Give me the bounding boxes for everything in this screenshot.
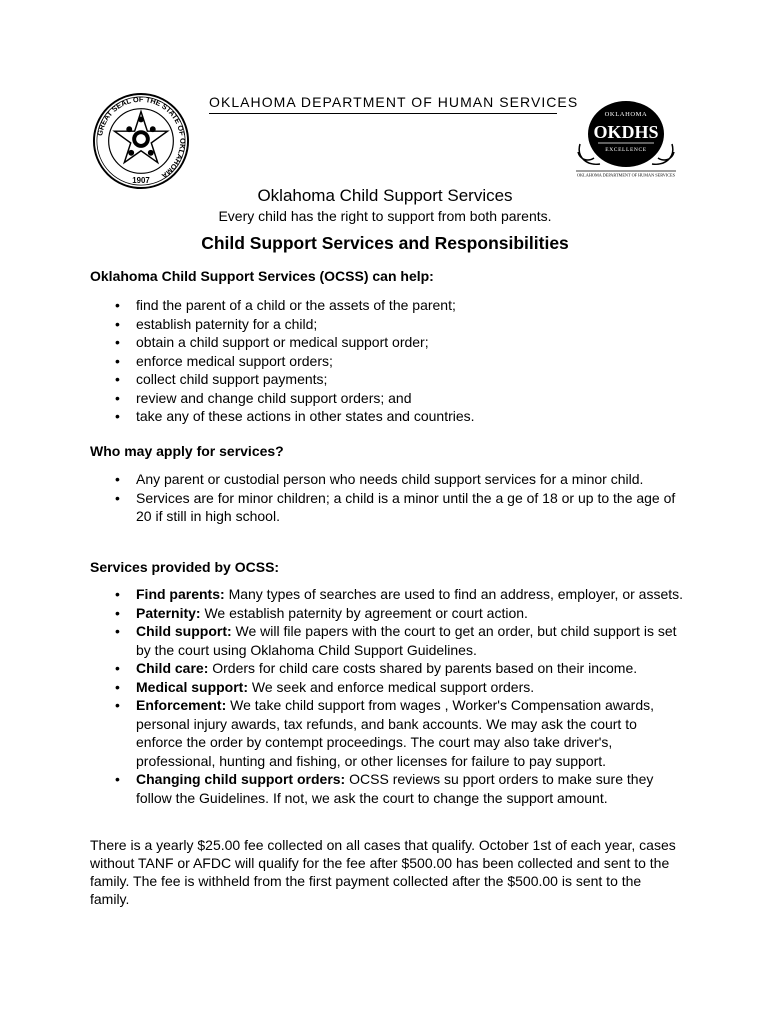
list-item: [90, 622, 684, 659]
help-heading: Oklahoma Child Support Services (OCSS) can help:: [90, 268, 434, 284]
fee-paragraph: There is a yearly $25.00 fee collected on all cases that qualify. October 1st of each year, cases without TANF or AFDC will qualify for the fee after $500.00 has been collected and sent to the family. The fee is withheld from the first payment collected after the $500.00 is sent to the family.: [90, 837, 676, 907]
service-description: Orders for child care costs shared by parents based on their income.: [212, 660, 638, 676]
apply-list: [90, 470, 682, 526]
service-term: Changing child support orders:: [136, 771, 346, 787]
state-seal-icon: [92, 92, 190, 190]
services-list: [90, 585, 684, 807]
service-term: Find parents:: [136, 586, 225, 602]
list-item: • Any parent or custodial person who needs child support services for a minor child.: [90, 470, 682, 489]
list-item: [90, 659, 684, 678]
service-term: Enforcement:: [136, 697, 227, 713]
service-term: Paternity:: [136, 604, 201, 621]
list-item: [90, 696, 684, 770]
agency-name: OKLAHOMA DEPARTMENT OF HUMAN SERVICES: [209, 94, 579, 110]
apply-heading: Who may apply for services?: [90, 443, 284, 459]
service-description: OCSS reviews su pport orders to make sure they follow the Guidelines. If not, we ask the court to change the support amount.: [136, 771, 654, 806]
service-description: We seek and enforce medical support orders.: [251, 678, 535, 695]
service-tagline: Every child has the right to support from both parents.: [218, 208, 552, 224]
list-item: • find the parent of a child or the assets of the parent;: [90, 296, 690, 315]
agency-banner: [209, 94, 579, 114]
service-description: We establish paternity by agreement or court action.: [204, 604, 528, 621]
list-item: • Services are for minor children; a child is a minor until the a ge of 18 or up to the age of 20 if still in high school.: [90, 489, 682, 526]
service-term: Medical support:: [136, 678, 249, 695]
list-item: [90, 770, 684, 807]
list-item: [90, 585, 684, 604]
list-item: • collect child support payments;: [90, 370, 690, 389]
list-item: • review and change child support orders; and: [90, 389, 690, 408]
help-list: [90, 296, 690, 426]
list-item: [90, 678, 684, 697]
service-description: We will file papers with the court to get an order, but child support is set by the court using Oklahoma Child Support Guidelines.: [136, 623, 677, 658]
logo-top-text: OKLAHOMA: [604, 111, 648, 118]
list-item: [90, 604, 684, 623]
seal-year: 1907: [132, 176, 150, 186]
service-description: Many types of searches are used to find an address, employer, or assets.: [228, 586, 684, 602]
list-item: • establish paternity for a child;: [90, 315, 690, 334]
seal-ring-text: GREAT SEAL OF THE STATE OF OKLAHOMA: [95, 94, 188, 181]
list-item: • obtain a child support or medical support order;: [90, 333, 690, 352]
okdhs-logo-icon: [574, 98, 678, 178]
logo-caption: OKLAHOMA DEPARTMENT OF HUMAN SERVICES: [577, 172, 676, 178]
service-title: Oklahoma Child Support Services: [257, 186, 513, 205]
logo-sub-text: EXCELLENCE: [605, 147, 647, 153]
service-term: Child care:: [136, 660, 209, 676]
service-term: Child support:: [136, 623, 232, 639]
agency-underline: [209, 113, 557, 114]
service-description: We take child support from wages , Worker's Compensation awards, personal injury awards, tax refunds, and bank accounts. We may ask the court to enforce the order by contempt proceedings. The court may also take driver's, professional, hunting and fishing, or other licenses for failure to pay support.: [136, 697, 655, 769]
services-heading: Services provided by OCSS:: [90, 559, 280, 575]
list-item: • enforce medical support orders;: [90, 352, 690, 371]
page-title: Child Support Services and Responsibilities: [201, 233, 569, 253]
list-item: • take any of these actions in other states and countries.: [90, 407, 690, 426]
logo-main-text: OKDHS: [593, 122, 659, 142]
